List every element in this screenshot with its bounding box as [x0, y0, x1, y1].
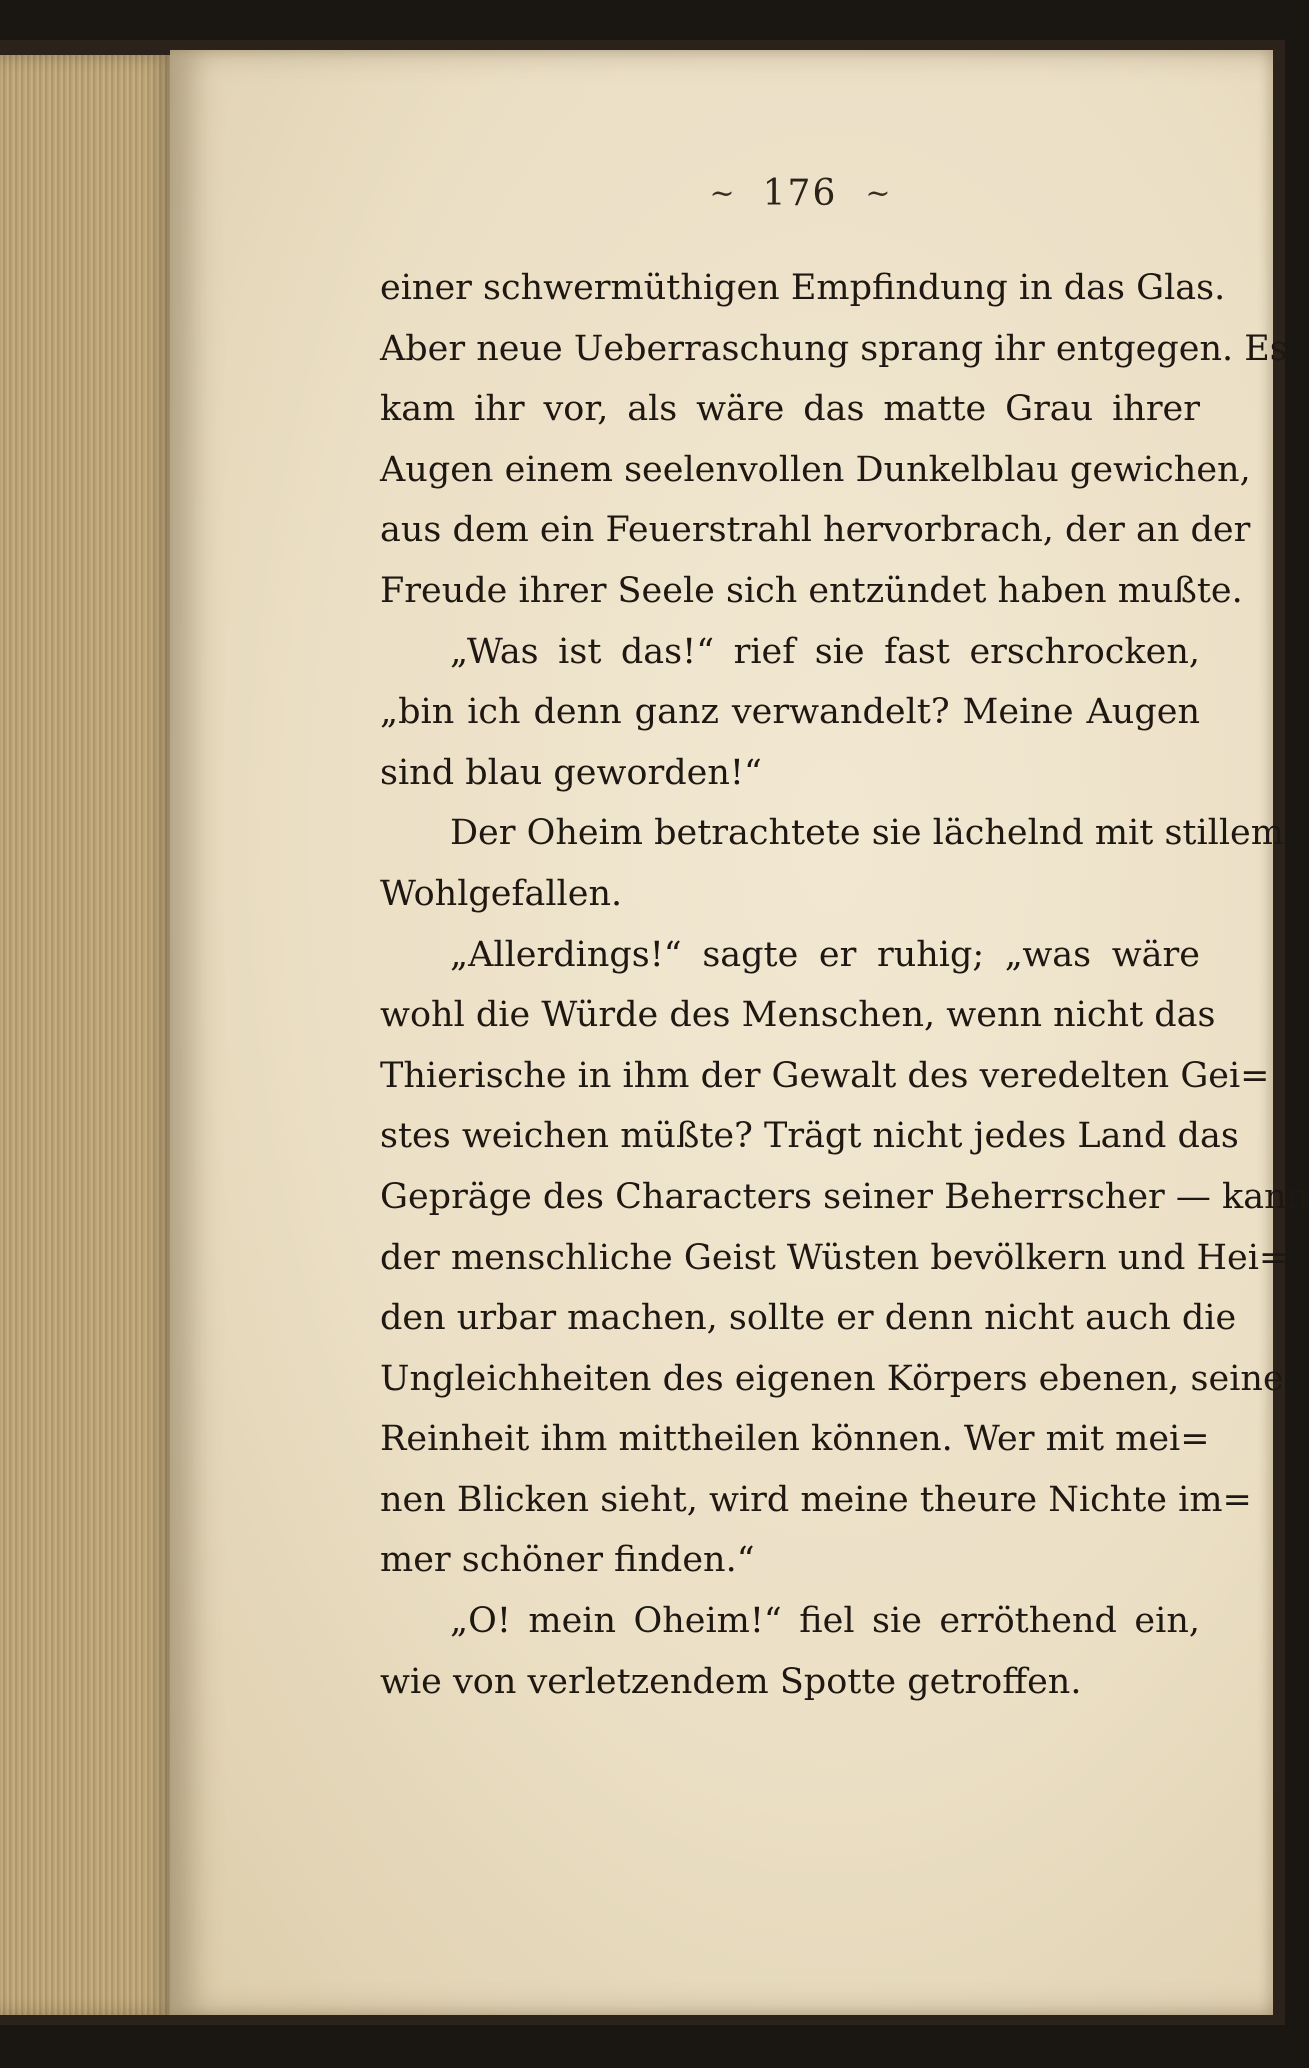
text-line: nen Blicken sieht, wird meine theure Nichte im=: [380, 1479, 1252, 1520]
text-line: einer schwermüthigen Empfindung in das Glas.: [380, 268, 1226, 308]
text-line: „O! mein Oheim!“ fiel sie erröthend ein,: [450, 1601, 1200, 1642]
text-line: kam ihr vor, als wäre das matte Grau ihrer: [380, 389, 1200, 430]
text-line: Wohlgefallen.: [380, 873, 623, 914]
page-text: [380, 258, 1309, 1712]
text-line: „Allerdings!“ sagte er ruhig; „was wäre: [450, 934, 1200, 975]
page-header: [640, 168, 960, 218]
page-number: 176: [762, 172, 838, 214]
text-line: den urbar machen, sollte er denn nicht auch die: [380, 1298, 1237, 1339]
text-line: Gepräge des Characters seiner Beherrscher — kann: [380, 1176, 1309, 1217]
text-line: Aber neue Ueberraschung sprang ihr entgegen. Es: [380, 328, 1288, 369]
text-line: Freude ihrer Seele sich entzündet haben mußte.: [380, 570, 1243, 611]
text-line: Reinheit ihm mittheilen können. Wer mit mei=: [380, 1419, 1210, 1460]
text-line: „bin ich denn ganz verwandelt? Meine Augen: [380, 692, 1200, 733]
ornament-right-icon: ~: [865, 175, 891, 211]
text-line: wohl die Würde des Menschen, wenn nicht das: [380, 995, 1216, 1036]
text-line: mer schöner finden.“: [380, 1540, 755, 1581]
ornament-left-icon: ~: [709, 175, 735, 211]
text-line: stes weichen müßte? Trägt nicht jedes Land das: [380, 1116, 1239, 1157]
text-line: Augen einem seelenvollen Dunkelblau gewichen,: [380, 449, 1251, 490]
text-line: Thierische in ihm der Gewalt des veredelten Gei=: [380, 1055, 1270, 1096]
text-line: der menschliche Geist Wüsten bevölkern und Hei=: [380, 1237, 1289, 1278]
text-line: aus dem ein Feuerstrahl hervorbrach, der an der: [380, 510, 1251, 551]
page-edges: [0, 55, 175, 2015]
text-line: „Was ist das!“ rief sie fast erschrocken,: [450, 631, 1200, 672]
text-line: wie von verletzendem Spotte getroffen.: [380, 1661, 1082, 1702]
text-line: Ungleichheiten des eigenen Körpers ebenen, seine: [380, 1358, 1284, 1399]
text-line: Der Oheim betrachtete sie lächelnd mit stillem: [450, 813, 1284, 854]
text-line: sind blau geworden!“: [380, 752, 762, 793]
